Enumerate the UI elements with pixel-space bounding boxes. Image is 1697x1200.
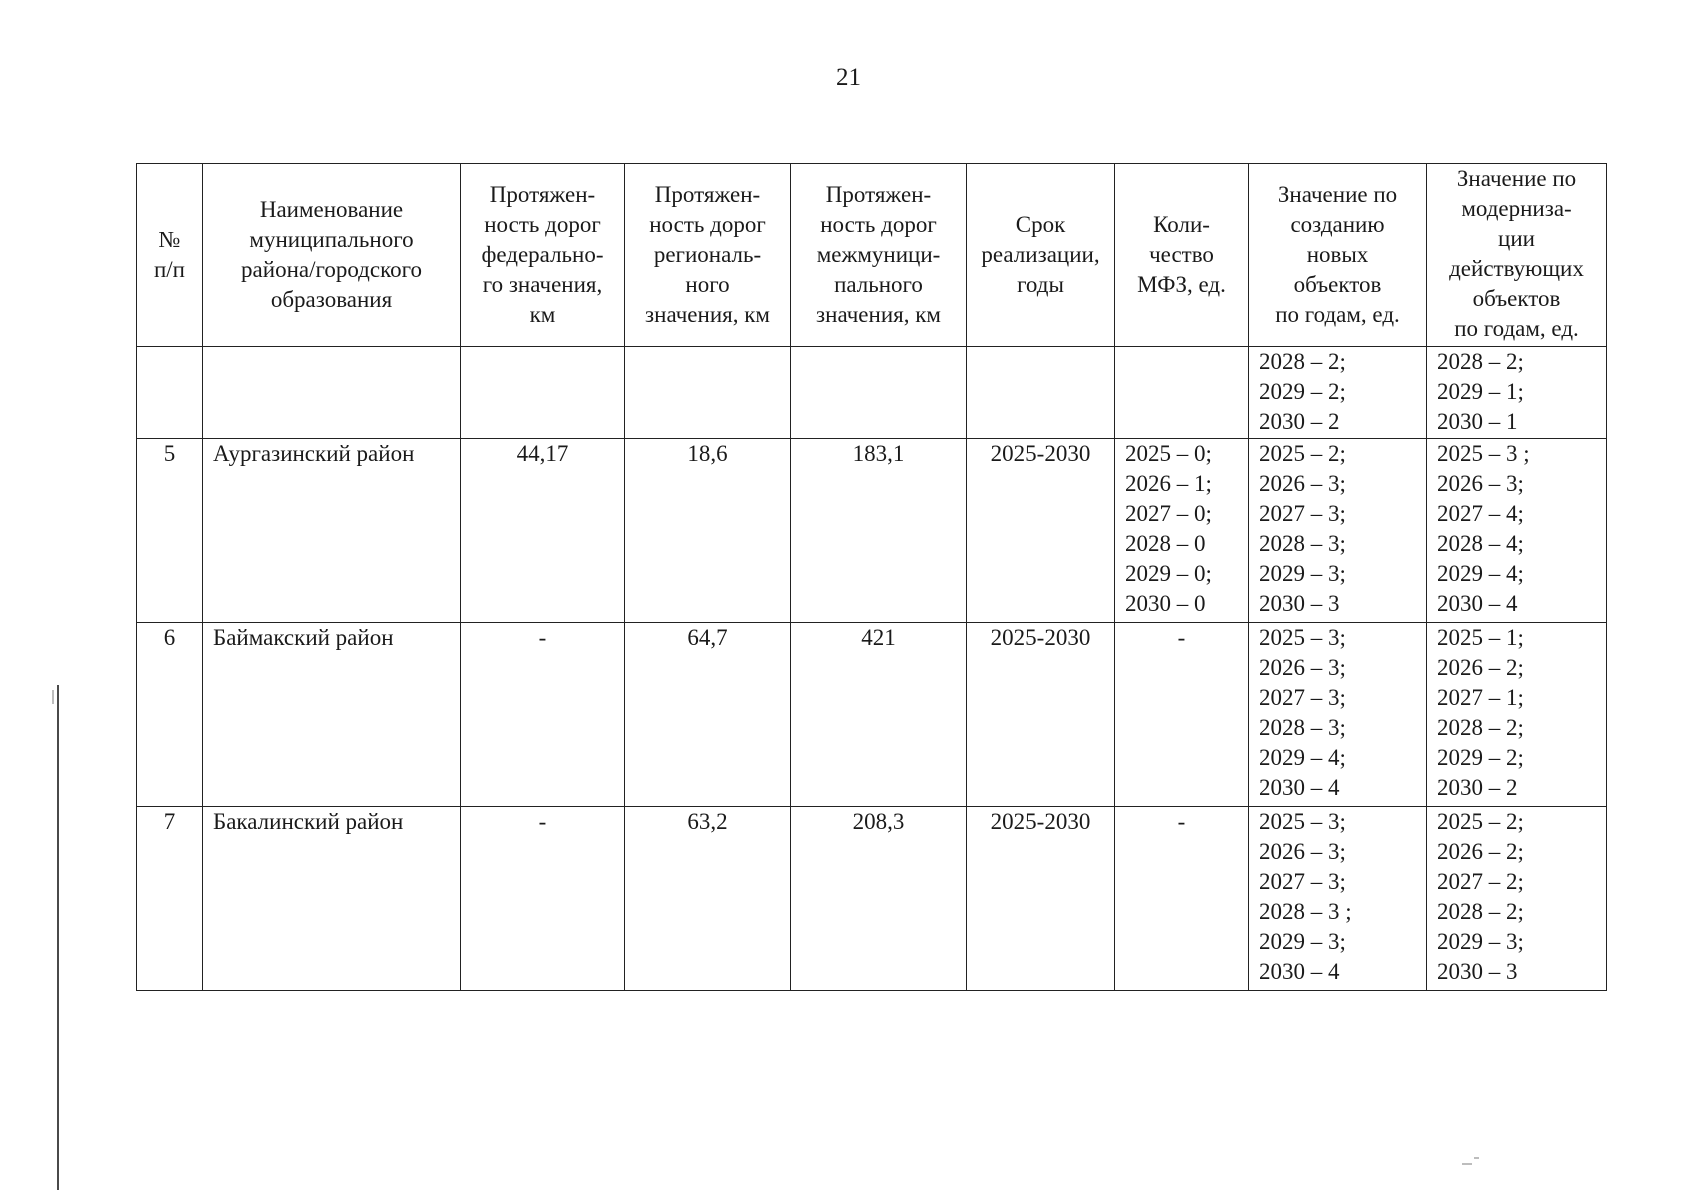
- cell-intermunicipal: 183,1: [791, 439, 967, 623]
- table-header-row: [137, 164, 1607, 347]
- header-new-objects: [1249, 164, 1427, 347]
- cell-regional: 63,2: [625, 807, 791, 991]
- cell-line: 2026 – 3;: [1259, 839, 1346, 864]
- cell-federal: -: [461, 623, 625, 807]
- cell-line: 2027 – 2;: [1437, 869, 1524, 894]
- header-number: [137, 164, 203, 347]
- cell-line: 2030 – 0: [1125, 591, 1206, 616]
- cell-line: образования: [270, 287, 393, 312]
- cell-line: 2029 – 4;: [1259, 745, 1346, 770]
- cell-line: модерниза-: [1461, 196, 1572, 221]
- header-name: [203, 164, 461, 347]
- cell-line: км: [529, 302, 556, 327]
- table-row-continuation: [137, 347, 1607, 439]
- cell-line: -: [1177, 809, 1186, 834]
- cell-mfz: [1115, 807, 1249, 991]
- cell-modernization: [1427, 347, 1607, 439]
- header-federal-roads: [461, 164, 625, 347]
- cell-line: Протяжен-: [489, 182, 596, 207]
- cell-line: 2025 – 1;: [1437, 625, 1524, 650]
- table-row: [137, 807, 1607, 991]
- cell-line: 2025 – 0;: [1125, 441, 1212, 466]
- cell-line: 2028 – 3 ;: [1259, 899, 1352, 924]
- cell-line: Коли-: [1153, 212, 1210, 237]
- cell-mfz: [1115, 439, 1249, 623]
- cell-period: 2025-2030: [967, 623, 1115, 807]
- cell-line: 2029 – 3;: [1259, 929, 1346, 954]
- cell-regional: 64,7: [625, 623, 791, 807]
- cell-line: значения, км: [816, 302, 941, 327]
- cell-period: 2025-2030: [967, 807, 1115, 991]
- scan-speck: [1474, 1157, 1479, 1159]
- cell-line: 2030 – 4: [1259, 959, 1340, 984]
- cell-line: объектов: [1472, 286, 1561, 311]
- cell-district-name: Баймакский район: [203, 623, 461, 807]
- cell-line: 2026 – 3;: [1259, 471, 1346, 496]
- cell-line: Наименование: [259, 197, 404, 222]
- cell-line: 2029 – 1;: [1437, 379, 1524, 404]
- cell-federal: 44,17: [461, 439, 625, 623]
- cell-intermunicipal: 421: [791, 623, 967, 807]
- cell-modernization: [1427, 623, 1607, 807]
- cell-line: 2027 – 3;: [1259, 869, 1346, 894]
- cell-line: 2030 – 2: [1437, 775, 1518, 800]
- cell-line: 2028 – 4;: [1437, 531, 1524, 556]
- cell-line: 2030 – 4: [1437, 591, 1518, 616]
- cell-line: 2025 – 3 ;: [1437, 441, 1530, 466]
- cell-line: действующих: [1449, 256, 1584, 281]
- cell-line: 2030 – 4: [1259, 775, 1340, 800]
- cell-line: 2028 – 0: [1125, 531, 1206, 556]
- scan-edge-line: [57, 685, 59, 1190]
- cell-line: 2026 – 1;: [1125, 471, 1212, 496]
- cell-line: Значение по: [1456, 166, 1577, 191]
- cell-line: реализации,: [981, 242, 1100, 267]
- cell-line: 2027 – 1;: [1437, 685, 1524, 710]
- cell-line: по годам, ед.: [1454, 316, 1579, 341]
- cell-line: чество: [1149, 242, 1214, 267]
- cell-line: 2025 – 2;: [1437, 809, 1524, 834]
- cell-line: 2030 – 2: [1259, 409, 1340, 434]
- cell-line: 2030 – 3: [1437, 959, 1518, 984]
- cell-line: по годам, ед.: [1275, 302, 1400, 327]
- table-cell: [625, 347, 791, 439]
- cell-line: новых: [1306, 242, 1369, 267]
- data-table: [136, 163, 1607, 991]
- cell-line: Срок: [1015, 212, 1066, 237]
- cell-line: федерально-: [481, 242, 604, 267]
- cell-line: годы: [1017, 272, 1064, 297]
- cell-new-objects: [1249, 807, 1427, 991]
- header-intermunicipal-roads: [791, 164, 967, 347]
- cell-line: ного: [685, 272, 730, 297]
- table-cell: [203, 347, 461, 439]
- cell-line: ность дорог: [484, 212, 601, 237]
- cell-line: п/п: [153, 257, 185, 282]
- cell-line: Значение по: [1277, 182, 1398, 207]
- cell-period: 2025-2030: [967, 439, 1115, 623]
- cell-line: 2025 – 3;: [1259, 625, 1346, 650]
- cell-line: 2026 – 3;: [1259, 655, 1346, 680]
- cell-new-objects: [1249, 439, 1427, 623]
- table-cell: [791, 347, 967, 439]
- header-mfz-count: [1115, 164, 1249, 347]
- cell-line: 2028 – 2;: [1437, 715, 1524, 740]
- cell-line: МФЗ, ед.: [1137, 272, 1226, 297]
- cell-line: 2028 – 2;: [1437, 349, 1524, 374]
- cell-line: района/городского: [241, 257, 422, 282]
- cell-number: 5: [137, 439, 203, 623]
- cell-number: 7: [137, 807, 203, 991]
- cell-regional: 18,6: [625, 439, 791, 623]
- cell-line: Протяжен-: [825, 182, 932, 207]
- cell-line: 2027 – 4;: [1437, 501, 1524, 526]
- cell-line: -: [1177, 625, 1186, 650]
- cell-line: 2029 – 3;: [1259, 561, 1346, 586]
- table-row: [137, 623, 1607, 807]
- cell-line: 2028 – 3;: [1259, 531, 1346, 556]
- header-modernization: [1427, 164, 1607, 347]
- cell-line: 2030 – 1: [1437, 409, 1518, 434]
- cell-mfz: [1115, 623, 1249, 807]
- cell-modernization: [1427, 807, 1607, 991]
- cell-line: ность дорог: [820, 212, 937, 237]
- cell-line: №: [158, 227, 181, 252]
- cell-modernization: [1427, 439, 1607, 623]
- cell-new-objects: [1249, 347, 1427, 439]
- cell-line: объектов: [1293, 272, 1382, 297]
- cell-new-objects: [1249, 623, 1427, 807]
- cell-line: го значения,: [482, 272, 603, 297]
- cell-line: 2028 – 2;: [1259, 349, 1346, 374]
- cell-line: 2029 – 2;: [1259, 379, 1346, 404]
- cell-line: 2027 – 3;: [1259, 685, 1346, 710]
- cell-line: 2029 – 3;: [1437, 929, 1524, 954]
- cell-line: 2026 – 2;: [1437, 839, 1524, 864]
- cell-line: 2029 – 2;: [1437, 745, 1524, 770]
- cell-number: 6: [137, 623, 203, 807]
- cell-line: пального: [834, 272, 923, 297]
- cell-line: 2027 – 0;: [1125, 501, 1212, 526]
- cell-line: 2026 – 2;: [1437, 655, 1524, 680]
- cell-line: ции: [1498, 226, 1535, 251]
- cell-federal: -: [461, 807, 625, 991]
- table-row: [137, 439, 1607, 623]
- cell-line: 2028 – 3;: [1259, 715, 1346, 740]
- scan-speck: [1462, 1163, 1472, 1165]
- cell-line: ность дорог: [649, 212, 766, 237]
- cell-line: 2027 – 3;: [1259, 501, 1346, 526]
- cell-line: 2030 – 3: [1259, 591, 1340, 616]
- table-cell: [1115, 347, 1249, 439]
- page-number: 21: [836, 64, 861, 91]
- cell-line: 2029 – 0;: [1125, 561, 1212, 586]
- header-period: [967, 164, 1115, 347]
- cell-line: Протяжен-: [654, 182, 761, 207]
- cell-line: 2029 – 4;: [1437, 561, 1524, 586]
- table-cell: [137, 347, 203, 439]
- cell-line: межмуници-: [816, 242, 941, 267]
- cell-line: значения, км: [645, 302, 770, 327]
- cell-intermunicipal: 208,3: [791, 807, 967, 991]
- cell-line: 2025 – 2;: [1259, 441, 1346, 466]
- cell-line: 2028 – 2;: [1437, 899, 1524, 924]
- cell-line: 2026 – 3;: [1437, 471, 1524, 496]
- table-cell: [967, 347, 1115, 439]
- cell-district-name: Аургазинский район: [203, 439, 461, 623]
- header-regional-roads: [625, 164, 791, 347]
- cell-line: муниципального: [249, 227, 414, 252]
- cell-line: 2025 – 3;: [1259, 809, 1346, 834]
- cell-line: созданию: [1290, 212, 1385, 237]
- cell-line: региональ-: [653, 242, 762, 267]
- cell-district-name: Бакалинский район: [203, 807, 461, 991]
- table-cell: [461, 347, 625, 439]
- scan-speck: [52, 690, 54, 704]
